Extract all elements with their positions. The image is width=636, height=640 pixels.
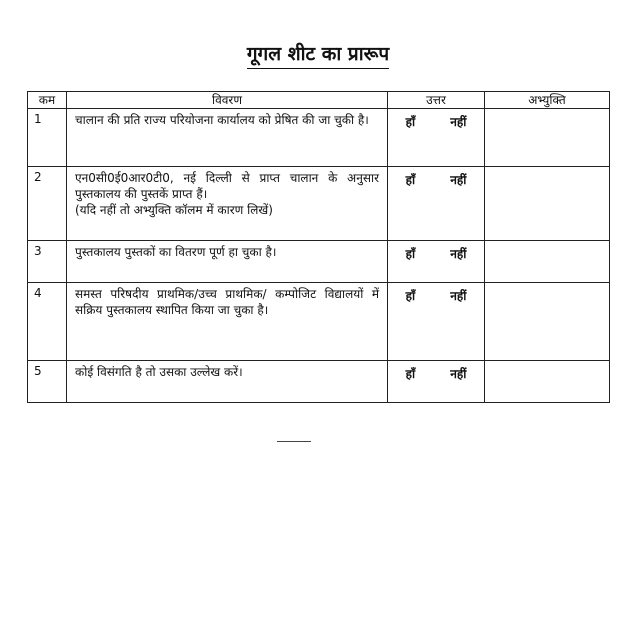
table-row xyxy=(28,167,610,241)
serial-number: 4 xyxy=(28,283,67,361)
table-row xyxy=(28,283,610,361)
remarks-cell xyxy=(485,109,610,167)
title-text: गूगल शीट का प्रारूप xyxy=(247,40,389,69)
header-answer: उत्तर xyxy=(388,92,485,109)
answer-cell xyxy=(388,109,485,167)
answer-yes: हाँ xyxy=(405,247,416,261)
table-row xyxy=(28,241,610,283)
description-text: एन0सी0ई0आर0टी0, नई दिल्ली से प्राप्त चालान के अनुसार पुस्तकालय की पुस्तकें प्राप्त हैं। xyxy=(75,171,379,201)
header-description: विवरण xyxy=(67,92,388,109)
document-title xyxy=(0,40,636,69)
description-cell: पुस्तकालय पुस्तकों का वितरण पूर्ण हा चुका है। xyxy=(67,241,388,283)
answer-cell xyxy=(388,361,485,403)
header-serial: कम xyxy=(28,92,67,109)
header-remarks: अभ्युक्ति xyxy=(485,92,610,109)
remarks-cell xyxy=(485,283,610,361)
serial-number: 5 xyxy=(28,361,67,403)
remarks-cell xyxy=(485,241,610,283)
table-row xyxy=(28,109,610,167)
description-cell: समस्त परिषदीय प्राथमिक/उच्च प्राथमिक/ कम्पोजिट विद्यालयों में सक्रिय पुस्तकालय स्थापित किया जा चुका है। xyxy=(67,283,388,361)
answer-no: नहीं xyxy=(450,247,467,261)
description-cell: चालान की प्रति राज्य परियोजना कार्यालय को प्रेषित की जा चुकी है। xyxy=(67,109,388,167)
description-note: (यदि नहीं तो अभ्युक्ति कॉलम में कारण लिखें) xyxy=(75,203,273,217)
remarks-cell xyxy=(485,361,610,403)
table-header-row xyxy=(28,92,610,109)
answer-cell xyxy=(388,283,485,361)
end-divider xyxy=(277,441,311,442)
answer-no: नहीं xyxy=(450,115,467,129)
answer-no: नहीं xyxy=(450,367,467,381)
table-row xyxy=(28,361,610,403)
serial-number: 3 xyxy=(28,241,67,283)
answer-yes: हाँ xyxy=(405,173,416,187)
answer-no: नहीं xyxy=(450,173,467,187)
answer-yes: हाँ xyxy=(405,367,416,381)
answer-no: नहीं xyxy=(450,289,467,303)
description-cell: कोई विसंगति है तो उसका उल्लेख करें। xyxy=(67,361,388,403)
answer-cell xyxy=(388,241,485,283)
serial-number: 1 xyxy=(28,109,67,167)
serial-number: 2 xyxy=(28,167,67,241)
remarks-cell xyxy=(485,167,610,241)
google-sheet-format-table xyxy=(27,91,610,403)
description-cell xyxy=(67,167,388,241)
answer-cell xyxy=(388,167,485,241)
answer-yes: हाँ xyxy=(405,289,416,303)
answer-yes: हाँ xyxy=(405,115,416,129)
